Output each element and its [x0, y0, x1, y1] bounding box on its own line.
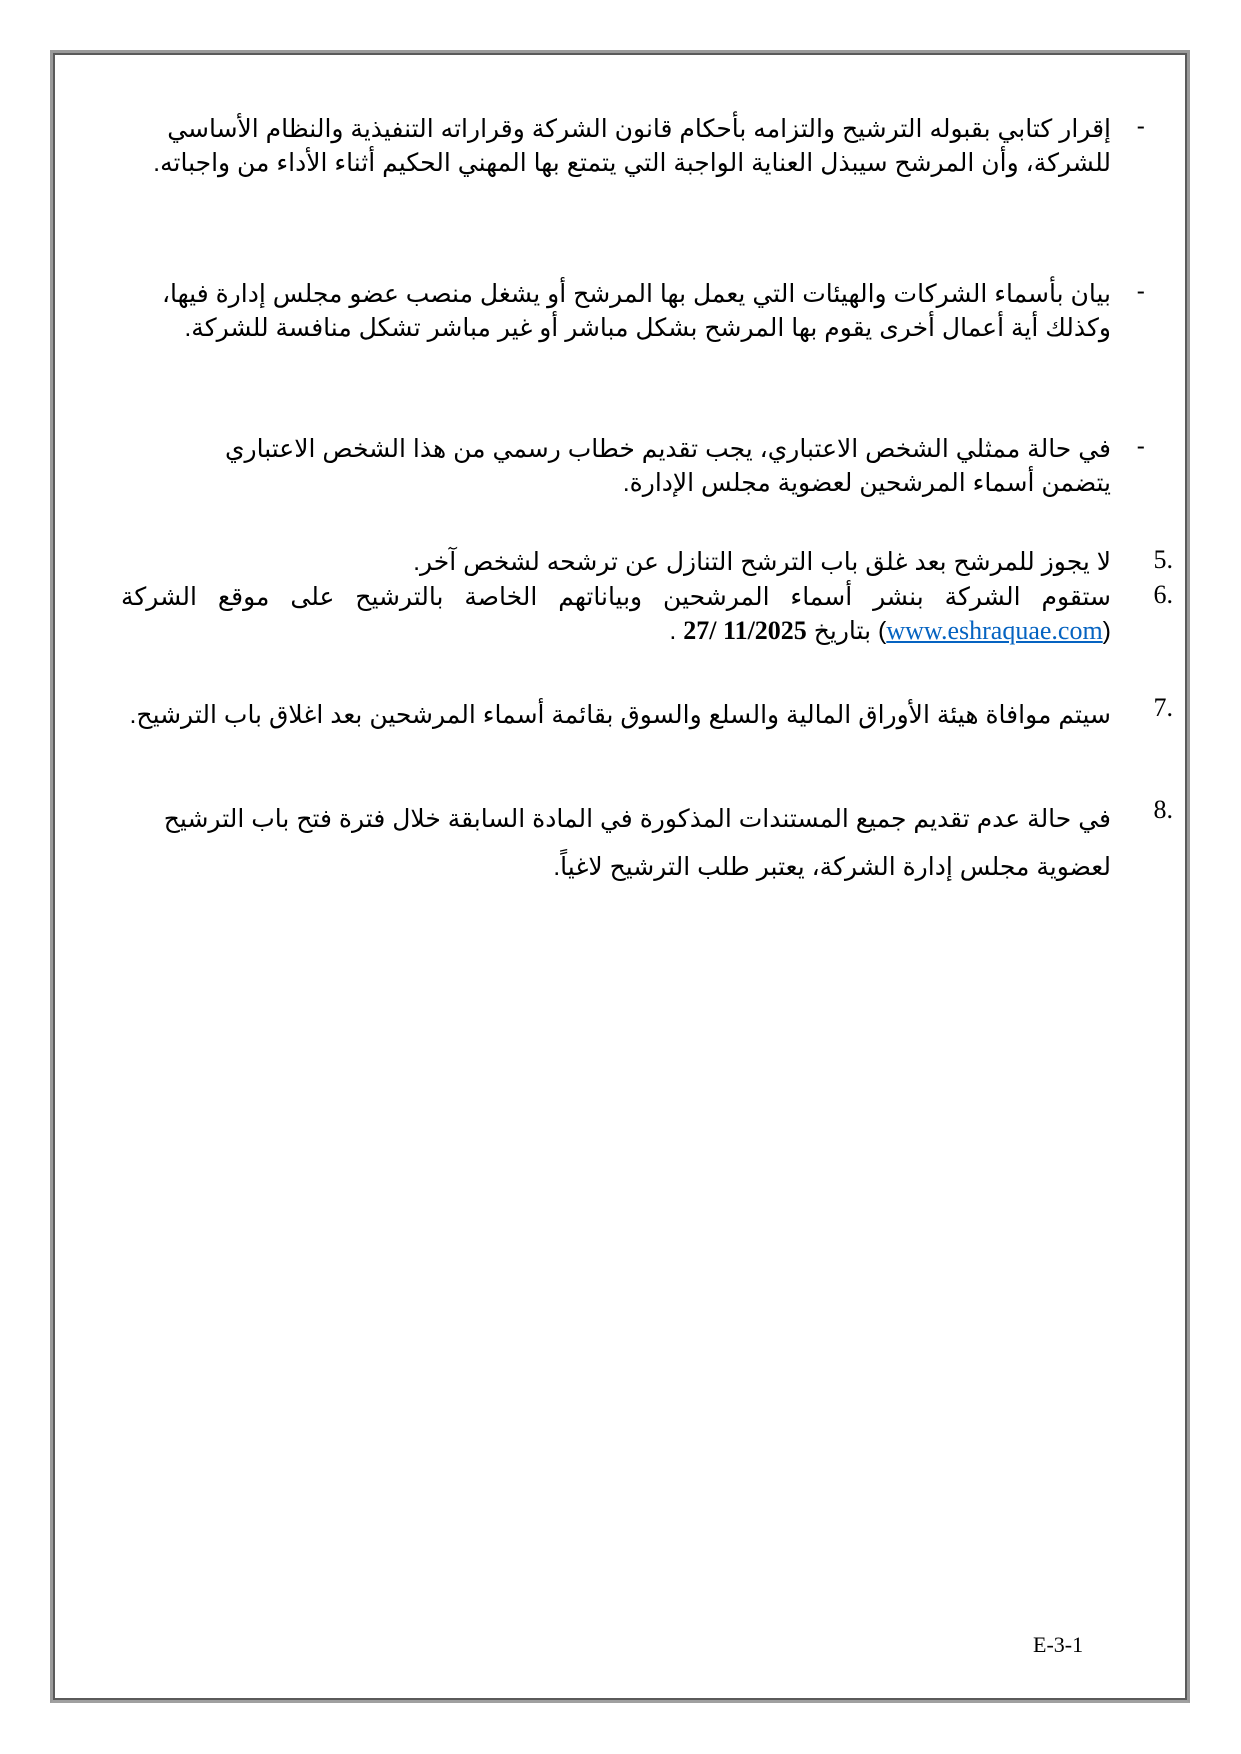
- bullet-dash: -: [1136, 277, 1145, 305]
- requirement-item-acknowledgement: [151, 112, 1145, 180]
- item-text-end: .: [669, 617, 684, 645]
- requirement-item-companies-statement: [151, 277, 1145, 345]
- page-code: E-3-1: [1033, 1632, 1084, 1657]
- numbered-item-8: [111, 795, 1173, 891]
- numbered-item-5: [121, 545, 1173, 579]
- publication-date: 27/ 11/2025: [683, 616, 807, 645]
- requirement-text: إقرار كتابي بقبوله الترشيح والتزامه بأحكام قانون الشركة وقراراته التنفيذية والنظام الأساسي للشركة، وأن المرشح سيبذل العناية الواجبة التي يتمتع بها المهني الحكيم أثناء الأداء من واجباته.: [153, 115, 1111, 177]
- requirement-text: في حالة ممثلي الشخص الاعتباري، يجب تقديم خطاب رسمي من هذا الشخص الاعتباري يتضمن أسماء المرشحين لعضوية مجلس الإدارة.: [224, 435, 1111, 497]
- numbered-item-7: [121, 693, 1173, 737]
- company-website-link[interactable]: www.eshraquae.com: [886, 616, 1103, 645]
- item-number: 8.: [1153, 795, 1173, 824]
- bullet-dash: -: [1136, 112, 1145, 140]
- requirement-text: بيان بأسماء الشركات والهيئات التي يعمل بها المرشح أو يشغل منصب عضو مجلس إدارة فيها، وكذلك أية أعمال أخرى يقوم بها المرشح بشكل مباشر أو غير مباشر تشكل منافسة للشركة.: [161, 280, 1111, 342]
- item-number: 7.: [1153, 693, 1173, 722]
- item-number: 6.: [1153, 580, 1173, 609]
- item-text: سيتم موافاة هيئة الأوراق المالية والسلع والسوق بقائمة أسماء المرشحين بعد اغلاق باب الترشيح.: [129, 701, 1111, 729]
- item-text: [121, 580, 1111, 648]
- item-text-before-link: ستقوم الشركة بنشر أسماء المرشحين وبياناتهم الخاصة بالترشيح على موقع الشركة (: [121, 583, 1111, 645]
- item-text: لا يجوز للمرشح بعد غلق باب الترشح التنازل عن ترشحه لشخص آخر.: [413, 548, 1111, 576]
- item-text: في حالة عدم تقديم جميع المستندات المذكورة في المادة السابقة خلال فترة فتح باب الترشيح لعضوية مجلس إدارة الشركة، يعتبر طلب الترشيح لاغياً.: [163, 805, 1111, 881]
- bullet-dash: -: [1136, 432, 1145, 460]
- numbered-item-6: [121, 580, 1173, 648]
- item-text-after-link: ) بتاريخ: [806, 617, 887, 645]
- requirement-item-legal-entity: [151, 432, 1145, 500]
- item-number: 5.: [1153, 545, 1173, 574]
